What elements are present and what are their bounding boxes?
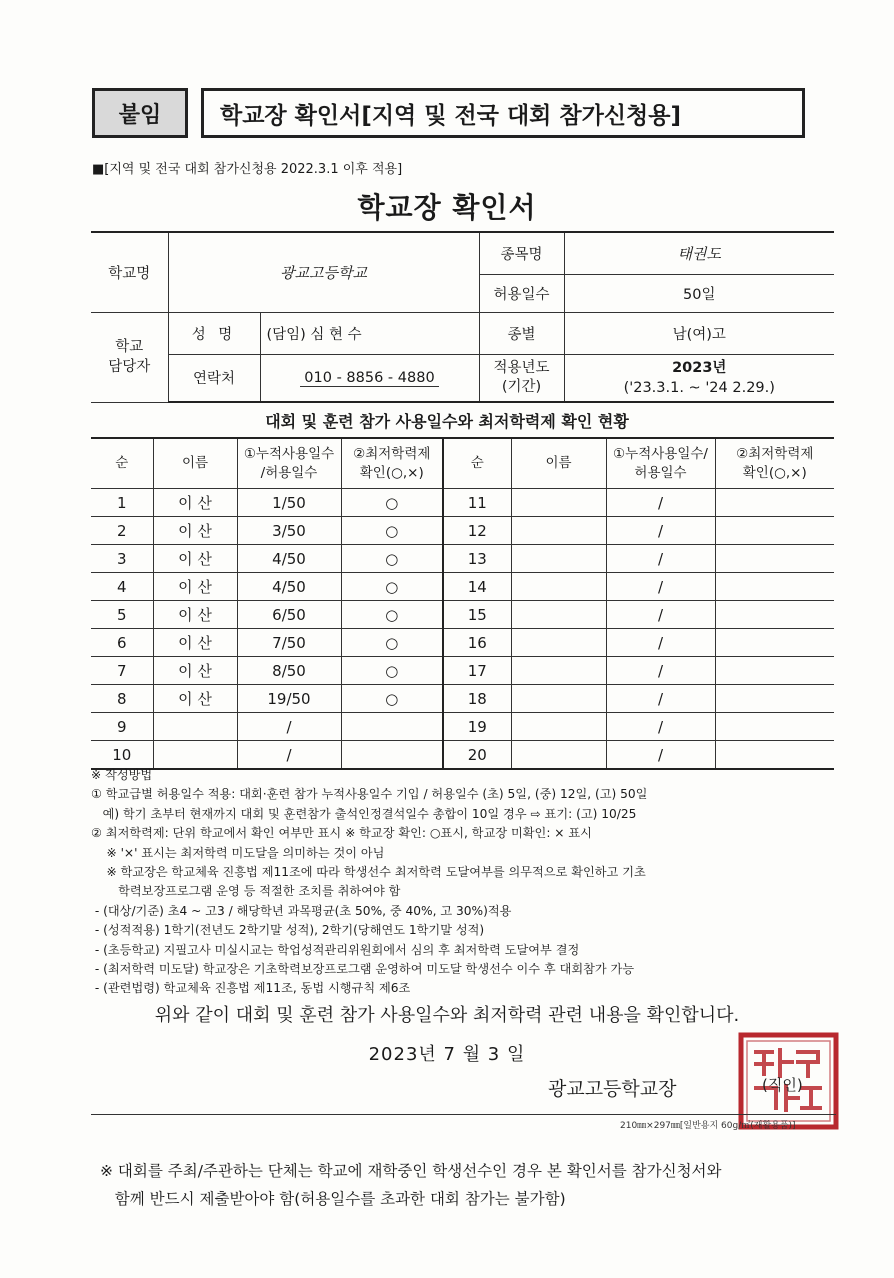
event-label: 종목명: [479, 232, 564, 274]
gender-label: 종별: [479, 312, 564, 354]
cell-days-right: /: [606, 629, 715, 657]
contact-value: [260, 354, 479, 402]
instruction-line: - (초등학교) 지필고사 미실시교는 학업성적관리위원회에서 심의 후 최저학력 도달여부 결정: [91, 942, 580, 957]
event-value: 태권도: [564, 232, 834, 274]
cell-check-left: [341, 741, 443, 770]
cell-name-left: [153, 741, 237, 770]
cell-no-right: 12: [443, 517, 511, 545]
cell-days-right: /: [606, 601, 715, 629]
cell-no-right: 20: [443, 741, 511, 770]
name-value: (담임) 심 현 수: [260, 312, 479, 354]
cell-name-right: [511, 685, 606, 713]
cell-days-left: 4/50: [237, 573, 341, 601]
instruction-line: - (성적적용) 1학기(전년도 2학기말 성적), 2학기(당해연도 1학기말 성적): [91, 923, 485, 938]
cell-name-right: [511, 713, 606, 741]
cell-no-right: 16: [443, 629, 511, 657]
col-no-right: 순: [443, 438, 511, 489]
cell-no-left: 9: [91, 713, 153, 741]
col-no-left: 순: [91, 438, 153, 489]
cell-no-left: 4: [91, 573, 153, 601]
cell-name-left: 이 산: [153, 657, 237, 685]
year-label-line-2: (기간): [501, 378, 542, 395]
instruction-line: - (관련법령) 학교체육 진흥법 제11조, 동법 시행규칙 제6조: [91, 981, 411, 996]
cell-name-right: [511, 517, 606, 545]
school-info-table: [91, 231, 834, 403]
footer-note: [100, 1157, 840, 1213]
writing-instructions: [91, 766, 836, 999]
seal-label: (직인): [762, 1076, 803, 1094]
year-value-cell: [564, 354, 834, 402]
cell-check-left: ○: [341, 629, 443, 657]
cell-days-left: 4/50: [237, 545, 341, 573]
table-row: [91, 489, 834, 517]
cell-no-left: 3: [91, 545, 153, 573]
contact-number: 010 - 8856 - 4880: [300, 370, 438, 387]
signing-date: 2023년 7 월 3 일: [368, 1044, 526, 1065]
cell-check-left: [341, 713, 443, 741]
cell-check-right: [715, 489, 834, 517]
instruction-line: ※ 학교장은 학교체육 진흥법 제11조에 따라 학생선수 최저학력 도달여부를 의무적으로 확인하고 기초: [91, 865, 646, 880]
application-note: ■[지역 및 전국 대회 참가신청용 2022.3.1 이후 적용]: [92, 162, 403, 177]
table-row: [91, 517, 834, 545]
cell-check-right: [715, 601, 834, 629]
cell-no-left: 5: [91, 601, 153, 629]
table-row: [91, 685, 834, 713]
usage-table: [91, 437, 834, 770]
cell-check-right: [715, 545, 834, 573]
cell-check-left: ○: [341, 685, 443, 713]
cell-check-left: ○: [341, 573, 443, 601]
instruction-line: ① 학교급별 허용일수 적용: 대회·훈련 참가 누적사용일수 기입 / 허용일수 (초) 5일, (중) 12일, (고) 50일: [91, 787, 648, 802]
cell-name-left: 이 산: [153, 489, 237, 517]
col-days-right-line-2: 허용일수: [634, 464, 687, 481]
cell-check-right: [715, 713, 834, 741]
instruction-line: ② 최저학력제: 단위 학교에서 확인 여부만 표시 ※ 학교장 확인: ○표시, 학교장 미확인: × 표시: [91, 826, 592, 841]
usage-section-title: 대회 및 훈련 참가 사용일수와 최저학력제 확인 현황: [265, 412, 629, 431]
cell-name-left: 이 산: [153, 629, 237, 657]
manager-label-line-1: 학교: [115, 339, 144, 355]
col-check-left-line-2: 확인(○,×): [359, 464, 424, 481]
col-days-left-line-1: ①누적사용일수: [243, 446, 335, 463]
cell-check-right: [715, 741, 834, 770]
cell-check-left: ○: [341, 601, 443, 629]
cell-name-left: 이 산: [153, 545, 237, 573]
cell-days-right: /: [606, 657, 715, 685]
col-name-right: 이름: [511, 438, 606, 489]
cell-check-left: ○: [341, 517, 443, 545]
cell-days-left: 6/50: [237, 601, 341, 629]
col-days-left: [237, 438, 341, 489]
document-header-title: 학교장 확인서[지역 및 전국 대회 참가신청용]: [201, 88, 805, 138]
cell-no-left: 8: [91, 685, 153, 713]
cell-days-right: /: [606, 685, 715, 713]
allowed-days-label: 허용일수: [479, 274, 564, 312]
school-name-label: 학교명: [91, 232, 168, 312]
manager-label-line-2: 담당자: [108, 359, 151, 375]
cell-name-right: [511, 545, 606, 573]
cell-name-left: 이 산: [153, 685, 237, 713]
cell-days-left: 1/50: [237, 489, 341, 517]
manager-label: [91, 312, 168, 402]
cell-days-left: 19/50: [237, 685, 341, 713]
cell-check-right: [715, 517, 834, 545]
col-check-left-line-1: ②최저학력제: [353, 446, 431, 463]
cell-no-left: 6: [91, 629, 153, 657]
gender-value: 남(여)고: [564, 312, 834, 354]
instruction-line: - (대상/기준) 초4 ~ 고3 / 해당학년 과목평균(초 50%, 중 40%, 고 30%)적용: [91, 903, 512, 918]
usage-table-header: [91, 438, 834, 489]
cell-days-left: 7/50: [237, 629, 341, 657]
col-days-right: [606, 438, 715, 489]
instruction-line: - (최저학력 미도달) 학교장은 기초학력보장프로그램 운영하여 미도달 학생선수 이수 후 대회참가 가능: [91, 962, 635, 977]
cell-no-left: 2: [91, 517, 153, 545]
col-days-right-line-1: ①누적사용일수/: [613, 446, 708, 463]
cell-days-left: 8/50: [237, 657, 341, 685]
table-row: [91, 601, 834, 629]
cell-days-left: /: [237, 741, 341, 770]
contact-label: 연락처: [168, 354, 260, 402]
table-row: [91, 573, 834, 601]
divider: [91, 1114, 836, 1115]
cell-no-right: 19: [443, 713, 511, 741]
cell-no-right: 11: [443, 489, 511, 517]
cell-name-right: [511, 629, 606, 657]
table-row: [91, 657, 834, 685]
cell-days-left: 3/50: [237, 517, 341, 545]
instruction-line: ※ 작성방법: [91, 768, 153, 782]
cell-days-right: /: [606, 489, 715, 517]
cell-days-right: /: [606, 545, 715, 573]
cell-name-right: [511, 741, 606, 770]
table-row: [91, 741, 834, 770]
cell-name-left: 이 산: [153, 573, 237, 601]
cell-name-left: [153, 713, 237, 741]
table-row: [91, 545, 834, 573]
cell-check-right: [715, 657, 834, 685]
col-name-left: 이름: [153, 438, 237, 489]
cell-no-right: 14: [443, 573, 511, 601]
cell-name-left: 이 산: [153, 517, 237, 545]
confirmation-statement: 위와 같이 대회 및 훈련 참가 사용일수와 최저학력 관련 내용을 확인합니다.: [154, 1005, 740, 1026]
cell-no-right: 17: [443, 657, 511, 685]
cell-name-right: [511, 489, 606, 517]
cell-no-left: 10: [91, 741, 153, 770]
col-days-left-line-2: /허용일수: [260, 464, 318, 481]
allowed-days-value: 50일: [564, 274, 834, 312]
cell-name-right: [511, 601, 606, 629]
col-check-right-line-2: 확인(○,×): [742, 464, 807, 481]
cell-check-left: ○: [341, 545, 443, 573]
paper-spec: 210㎜×297㎜[일반용지 60g/㎡(재활용품)]: [620, 1121, 796, 1131]
cell-name-left: 이 산: [153, 601, 237, 629]
cell-days-right: /: [606, 713, 715, 741]
cell-days-right: /: [606, 517, 715, 545]
year-period: ('23.3.1. ~ '24 2.29.): [623, 379, 775, 396]
principal-title: 광교고등학교장: [548, 1078, 677, 1100]
cell-check-right: [715, 573, 834, 601]
cell-days-right: /: [606, 573, 715, 601]
name-label: 성 명: [168, 312, 260, 354]
cell-days-left: /: [237, 713, 341, 741]
cell-name-right: [511, 573, 606, 601]
footer-note-line-2: 함께 반드시 제출받아야 함(허용일수를 초과한 대회 참가는 불가함): [100, 1190, 566, 1208]
col-check-right: [715, 438, 834, 489]
year-label-line-1: 적용년도: [493, 359, 550, 376]
instruction-line: ※ '×' 표시는 최저학력 미도달을 의미하는 것이 아님: [91, 845, 385, 860]
cell-check-right: [715, 685, 834, 713]
instruction-line: 학력보장프로그램 운영 등 적절한 조치를 취하여야 함: [91, 884, 401, 899]
attachment-badge: 붙임: [92, 88, 188, 138]
cell-no-left: 1: [91, 489, 153, 517]
instruction-line: 예) 학기 초부터 현재까지 대회 및 훈련참가 출석인정결석일수 총합이 10일 경우 ⇨ 표기: (고) 10/25: [91, 806, 637, 821]
col-check-right-line-1: ②최저학력제: [736, 446, 814, 463]
cell-check-left: ○: [341, 489, 443, 517]
cell-check-left: ○: [341, 657, 443, 685]
page-title: 학교장 확인서: [357, 191, 537, 224]
table-row: [91, 629, 834, 657]
col-check-left: [341, 438, 443, 489]
cell-no-left: 7: [91, 657, 153, 685]
year-label: [479, 354, 564, 402]
cell-name-right: [511, 657, 606, 685]
year-value: 2023년: [672, 359, 727, 376]
school-name-value: 광교고등학교: [168, 232, 479, 312]
cell-no-right: 15: [443, 601, 511, 629]
cell-no-right: 18: [443, 685, 511, 713]
footer-note-line-1: ※ 대회를 주최/주관하는 단체는 학교에 재학중인 학생선수인 경우 본 확인서를 참가신청서와: [100, 1162, 722, 1180]
table-row: [91, 713, 834, 741]
cell-no-right: 13: [443, 545, 511, 573]
cell-days-right: /: [606, 741, 715, 770]
official-seal-stamp: [738, 1032, 839, 1130]
cell-check-right: [715, 629, 834, 657]
